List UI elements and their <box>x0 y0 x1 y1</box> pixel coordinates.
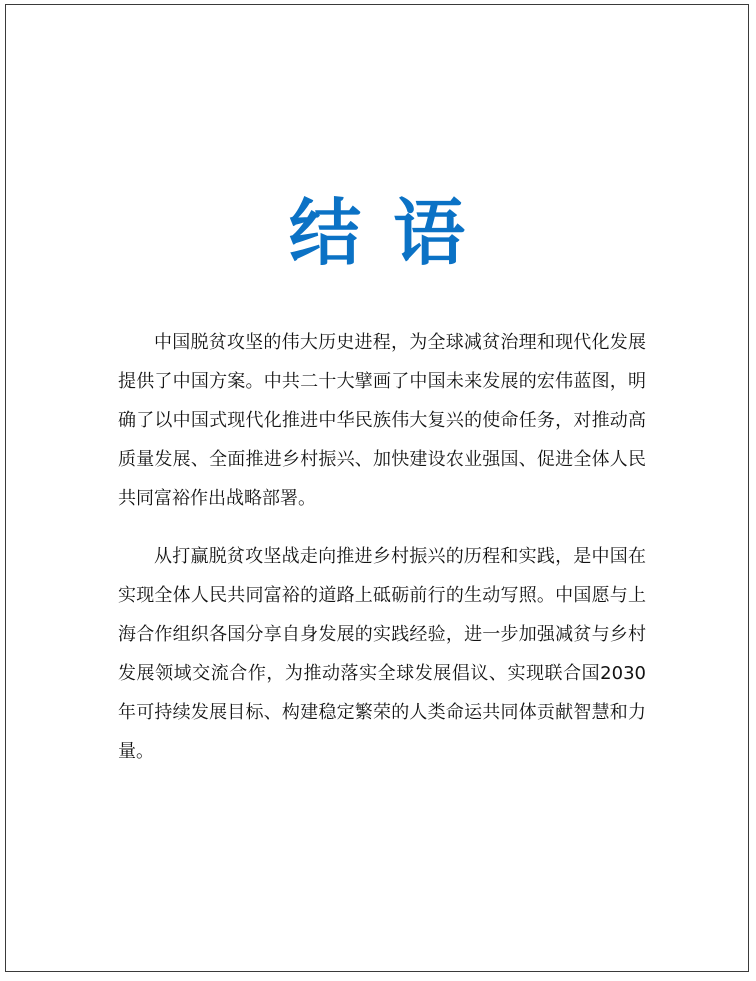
body-text <box>118 323 646 790</box>
paragraph: 从打赢脱贫攻坚战走向推进乡村振兴的历程和实践，是中国在实现全体人民共同富裕的道路上砥砺前行的生动写照。中国愿与上海合作组织各国分享自身发展的实践经验，进一步加强减贫与乡村发展领域交流合作，为推动落实全球发展倡议、实现联合国2030年可持续发展目标、构建稳定繁荣的人类命运共同体贡献智慧和力量。 <box>118 546 646 762</box>
page-title: 结语 <box>288 191 497 275</box>
paragraph: 中国脱贫攻坚的伟大历史进程，为全球减贫治理和现代化发展提供了中国方案。中共二十大擘画了中国未来发展的宏伟蓝图，明确了以中国式现代化推进中华民族伟大复兴的使命任务，对推动高质量发展、全面推进乡村振兴、加快建设农业强国、促进全体人民共同富裕作出战略部署。 <box>118 332 646 509</box>
document-page <box>5 4 749 972</box>
